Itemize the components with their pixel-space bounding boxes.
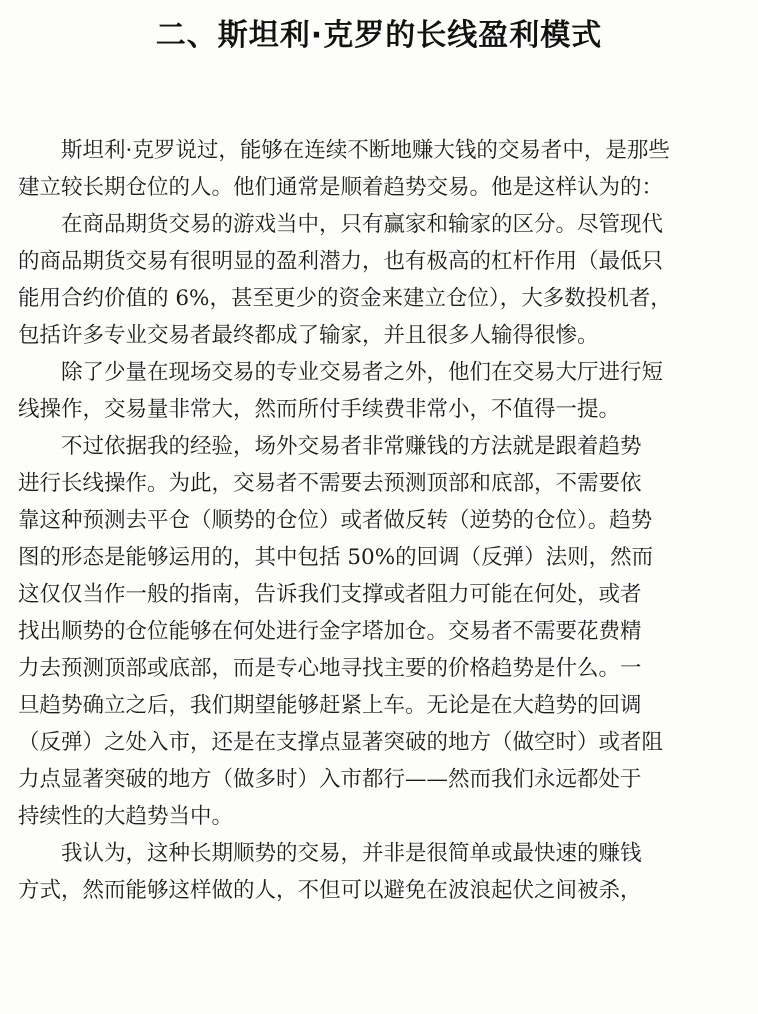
text-line: 我认为，这种长期顺势的交易，并非是很简单或最快速的赚钱 bbox=[61, 841, 642, 866]
text-line: 找出顺势的仓位能够在何处进行金字塔加仓。交易者不需要花费精 bbox=[18, 619, 642, 644]
text-line: 方式，然而能够这样做的人，不但可以避免在波浪起伏之间被杀， bbox=[18, 878, 642, 903]
body-text bbox=[18, 132, 740, 909]
text-line: 靠这种预测去平仓（顺势的仓位）或者做反转（逆势的仓位）。趋势 bbox=[18, 508, 653, 533]
paragraph-2 bbox=[18, 206, 740, 354]
text-line: 的商品期货交易有很明显的盈利潜力，也有极高的杠杆作用（最低只 bbox=[18, 249, 664, 274]
paragraph-5 bbox=[18, 835, 740, 909]
text-line: 能用合约价值的 6%，甚至更少的资金来建立仓位），大多数投机者， bbox=[18, 286, 672, 311]
text-line: 旦趋势确立之后，我们期望能够赶紧上车。无论是在大趋势的回调 bbox=[18, 693, 642, 718]
text-line: 这仅仅当作一般的指南，告诉我们支撑或者阻力可能在何处，或者 bbox=[18, 582, 642, 607]
paragraph-4 bbox=[18, 428, 740, 835]
text-line: 进行长线操作。为此，交易者不需要去预测顶部和底部，不需要依 bbox=[18, 471, 642, 496]
text-line: 线操作，交易量非常大，然而所付手续费非常小，不值得一提。 bbox=[18, 397, 621, 422]
text-line: 不过依据我的经验，场外交易者非常赚钱的方法就是跟着趋势 bbox=[61, 434, 642, 459]
text-line: 包括许多专业交易者最终都成了输家，并且很多人输得很惨。 bbox=[18, 323, 599, 348]
text-line: 在商品期货交易的游戏当中，只有赢家和输家的区分。尽管现代 bbox=[61, 212, 664, 237]
text-line: 图的形态是能够运用的，其中包括 50%的回调（反弹）法则，然而 bbox=[18, 545, 654, 570]
text-line: 力点显著突破的地方（做多时）入市都行——然而我们永远都处于 bbox=[18, 767, 642, 792]
text-line: 除了少量在现场交易的专业交易者之外，他们在交易大厅进行短 bbox=[61, 360, 664, 385]
paragraph-3 bbox=[18, 354, 740, 428]
text-line: 力去预测顶部或底部，而是专心地寻找主要的价格趋势是什么。一 bbox=[18, 656, 642, 681]
text-line: 持续性的大趋势当中。 bbox=[18, 804, 234, 829]
text-line: 斯坦利·克罗说过，能够在连续不断地赚大钱的交易者中，是那些 bbox=[61, 138, 670, 163]
text-line: （反弹）之处入市，还是在支撑点显著突破的地方（做空时）或者阻 bbox=[18, 730, 664, 755]
page-title: 二、斯坦利·克罗的长线盈利模式 bbox=[155, 18, 603, 53]
text-line: 建立较长期仓位的人。他们通常是顺着趋势交易。他是这样认为的： bbox=[18, 175, 664, 200]
paragraph-1 bbox=[18, 132, 740, 206]
